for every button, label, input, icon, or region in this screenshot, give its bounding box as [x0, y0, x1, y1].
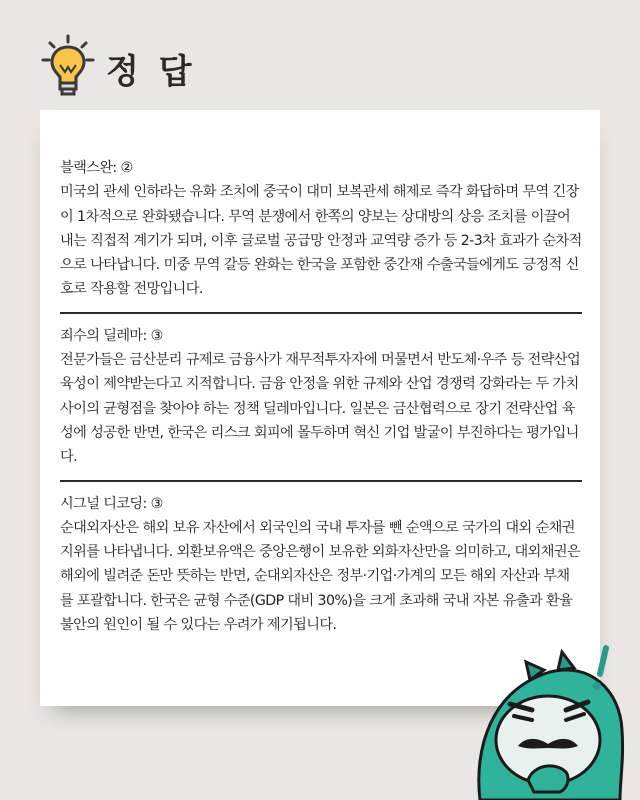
divider: [60, 312, 582, 314]
answer-section-black-swan: [60, 156, 582, 302]
section-heading: 시그널 디코딩: ③: [60, 495, 163, 512]
answer-section-prisoners-dilemma: [60, 324, 582, 470]
section-heading: 블랙스완: ②: [60, 160, 133, 176]
section-body: 전문가들은 금산분리 규제로 금융사가 재무적투자자에 머물면서 반도체·우주 등 전략산업 육성이 제약받는다고 지적합니다. 금융 안정을 위한 규제와 산업 경쟁력 강화라는 두 가치 사이의 균형점을 찾아야 하는 정책 딜레마입니다. 일본은 금산협력으로 장기 전략산업 육성에 성공한 반면, 한국은 리스크 회피에 몰두하며 혁신 기업 발굴이 부진하다는 평가입니다.: [60, 352, 581, 466]
section-body: 순대외자산은 해외 보유 자산에서 외국인의 국내 투자를 뺀 순액으로 국가의 대외 순채권 지위를 나타냅니다. 외환보유액은 중앙은행이 보유한 외화자산만을 의미하고, 대외채권은 해외에 빌려준 돈만 뜻하는 반면, 순대외자산은 정부·기업·가계의 모든 해외 자산과 부채를 포괄합니다. 한국은 균형 수준(GDP 대비 30%)을 크게 초과해 국내 자본 유출과 환율 불안의 원인이 될 수 있다는 우려가 제기됩니다.: [60, 519, 581, 634]
section-body: 미국의 관세 인하라는 유화 조치에 중국이 대미 보복관세 해제로 즉각 화답하며 무역 긴장이 1차적으로 완화됐습니다. 무역 분쟁에서 한쪽의 양보는 상대방의 상응 조치를 이끌어내는 직접적 계기가 되며, 이후 글로벌 공급망 안정과 교역량 증가 등 2-3차 효과가 순차적으로 나타납니다. 미중 무역 갈등 완화는 한국을 포함한 중간재 수출국들에게도 긍정적 신호로 작용할 전망입니다.: [60, 184, 582, 298]
divider: [60, 480, 582, 482]
section-heading: 죄수의 딜레마: ③: [60, 327, 163, 344]
answer-section-signal-decoding: [60, 492, 582, 638]
header: [40, 34, 340, 98]
lightbulb-icon: [40, 34, 96, 98]
answer-card: [40, 110, 600, 706]
page-title: 정 답: [106, 52, 196, 92]
answer-list: [60, 156, 582, 637]
dinosaur-mascot-icon: [470, 640, 640, 800]
